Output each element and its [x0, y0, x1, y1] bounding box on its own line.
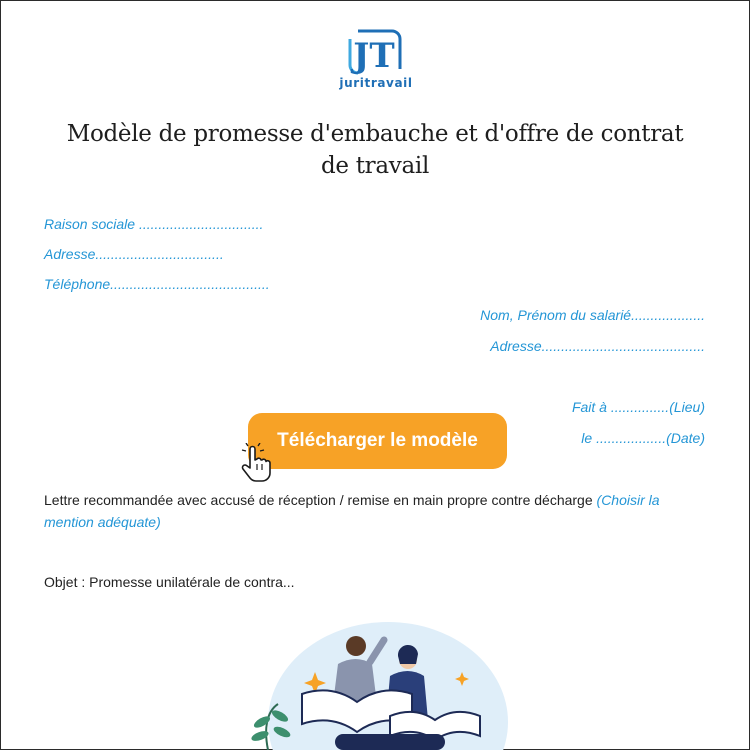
logo-wordmark: juritravail: [339, 76, 413, 90]
svg-text:JT: JT: [353, 36, 395, 76]
delivery-hint: (Choisir la mention adéquate): [44, 492, 660, 530]
employer-address-field: Adresse.................................: [44, 246, 224, 262]
pointer-hand-icon: [238, 443, 272, 483]
employer-name-field: Raison sociale ................................: [44, 216, 264, 232]
date-field: le ..................(Date): [581, 430, 705, 446]
reading-people-illustration: [240, 612, 540, 750]
delivery-mention: [44, 489, 708, 533]
employer-phone-field: Téléphone.........................................: [44, 276, 270, 292]
place-field: Fait à ...............(Lieu): [571, 399, 705, 415]
employee-address-field: Adresse..........................................: [490, 338, 705, 354]
objet-line: Objet : Promesse unilatérale de contra...: [44, 574, 295, 590]
download-template-button[interactable]: Télécharger le modèle: [248, 413, 507, 469]
delivery-text: Lettre recommandée avec accusé de réception / remise en main propre contre décharge: [44, 492, 597, 508]
employee-name-field: Nom, Prénom du salarié...................: [480, 307, 705, 323]
page-title: Modèle de promesse d'embauche et d'offre de contrat de travail: [66, 121, 684, 179]
